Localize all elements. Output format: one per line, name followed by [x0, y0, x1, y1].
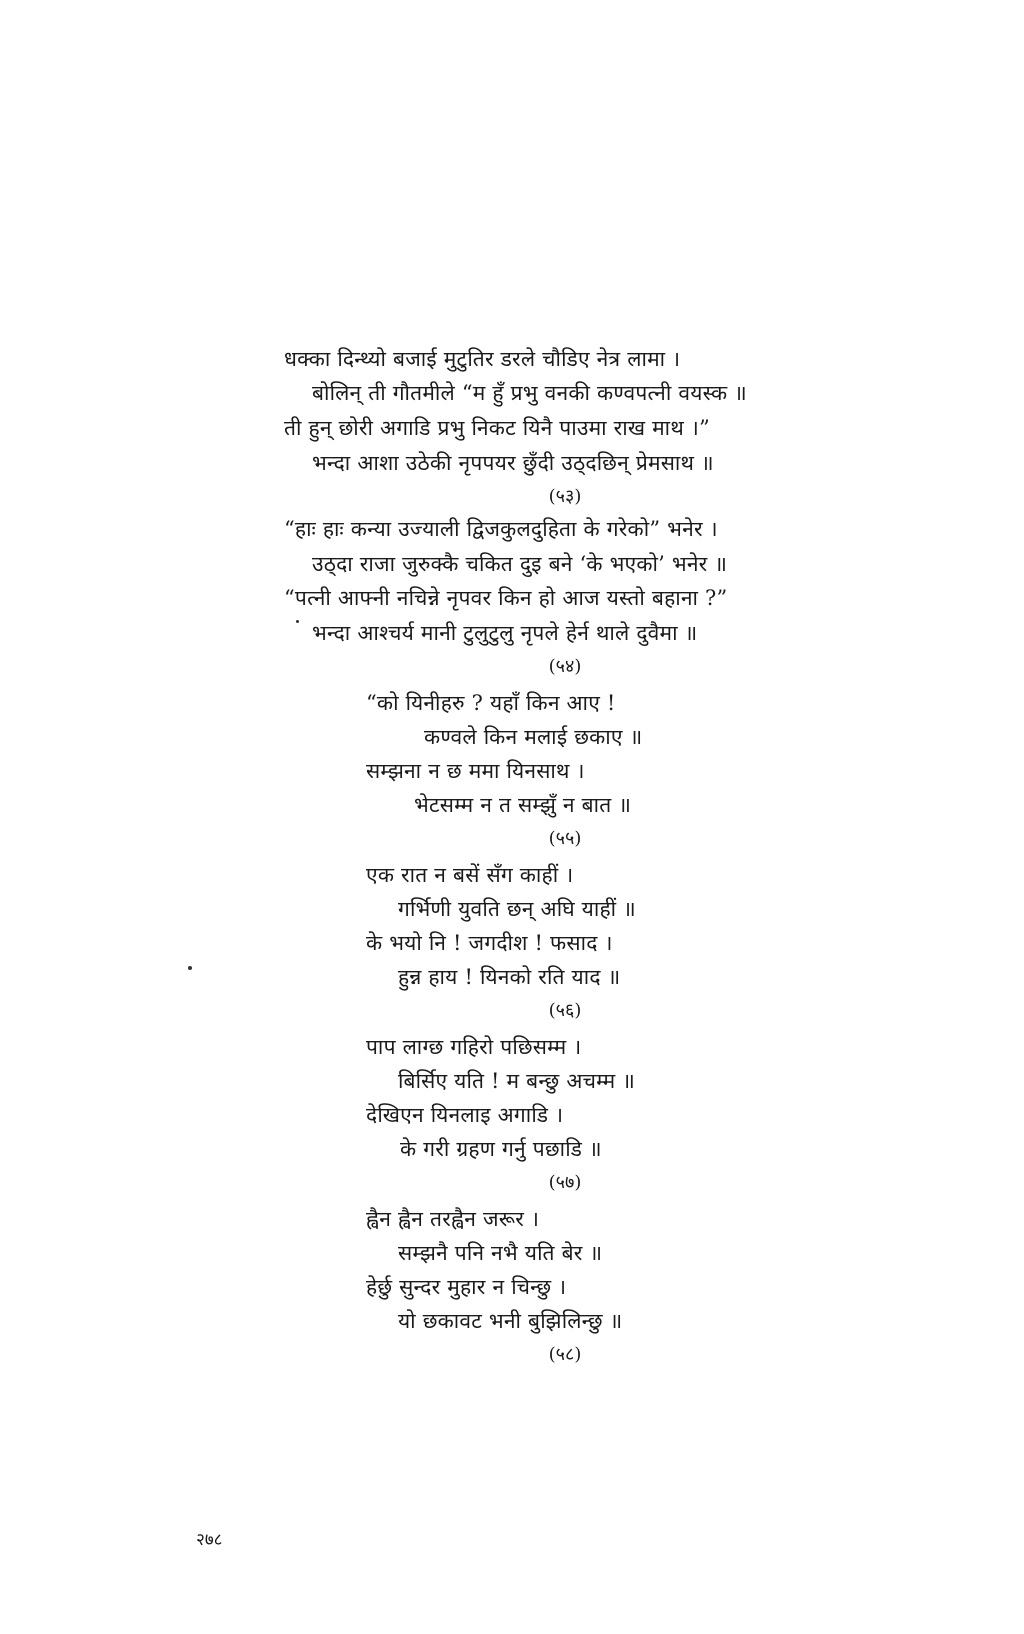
verse-line: के गरी ग्रहण गर्नु पछाडि ॥ [400, 1137, 602, 1161]
stanza-number: (५४) [548, 656, 582, 677]
scan-speck [188, 966, 192, 970]
verse-line: देखिएन यिनलाइ अगाडि । [366, 1103, 564, 1127]
verse-line: उठ्दा राजा जुरुक्कै चकित दुइ बने ‘के भएको’ भनेर ॥ [312, 552, 728, 576]
verse-line: सम्झनै पनि नभै यति बेर ॥ [398, 1241, 603, 1265]
scan-speck [296, 620, 299, 623]
verse-line: गर्भिणी युवति छन् अघि याहीं ॥ [398, 897, 636, 921]
verse-line: बिर्सिए यति ! म बन्छु अचम्म ॥ [398, 1069, 636, 1093]
verse-line: एक रात न बसें सँग काहीं । [366, 863, 574, 887]
verse-line: बोलिन् ती गौतमीले “म हुँ प्रभु वनकी कण्वपत्नी वयस्क ॥ [312, 381, 747, 405]
verse-line: “पत्नी आफ्नी नचिन्ने नृपवर किन हो आज यस्तो बहाना ?” [284, 586, 728, 610]
verse-line: भन्दा आशा उठेकी नृपपयर छुँदी उठ्दछिन् प्रेमसाथ ॥ [312, 451, 714, 475]
verse-line: पाप लाग्छ गहिरो पछिसम्म । [366, 1035, 582, 1059]
verse-line: हुन्न हाय ! यिनको रति याद ॥ [398, 965, 621, 989]
verse-line: “को यिनीहरु ? यहाँ किन आए ! [366, 691, 616, 715]
stanza-number: (५७) [548, 1172, 582, 1193]
verse-line: “हाः हाः कन्या उज्याली द्विजकुलदुहिता के गरेको” भनेर । [284, 517, 718, 541]
stanza-number: (५३) [548, 486, 582, 507]
stanza-number: (५८) [548, 1344, 582, 1365]
verse-line: ह्वैन ह्वैन तरह्वैन जरूर । [366, 1207, 540, 1231]
verse-line: हेर्छु सुन्दर मुहार न चिन्छु । [366, 1275, 567, 1299]
stanza-number: (५५) [548, 828, 582, 849]
verse-line: के भयो नि ! जगदीश ! फसाद । [366, 931, 613, 955]
verse-line: भन्दा आश्चर्य मानी टुलुटुलु नृपले हेर्न थाले दुवैमा ॥ [312, 621, 698, 645]
page-number: २७८ [196, 1530, 223, 1550]
verse-line: कण्वले किन मलाई छकाए ॥ [424, 725, 643, 749]
verse-line: ती हुन् छोरी अगाडि प्रभु निकट यिनै पाउमा राख माथ ।” [284, 416, 710, 440]
verse-line: भेटसम्म न त सम्झुँ न बात ॥ [414, 793, 632, 817]
stanza-number: (५६) [548, 1000, 582, 1021]
verse-line: सम्झना न छ ममा यिनसाथ । [366, 759, 585, 783]
verse-line: धक्का दिन्थ्यो बजाई मुटुतिर डरले चौडिए नेत्र लामा । [284, 347, 681, 371]
verse-line: यो छकावट भनी बुझिलिन्छु ॥ [398, 1309, 623, 1333]
